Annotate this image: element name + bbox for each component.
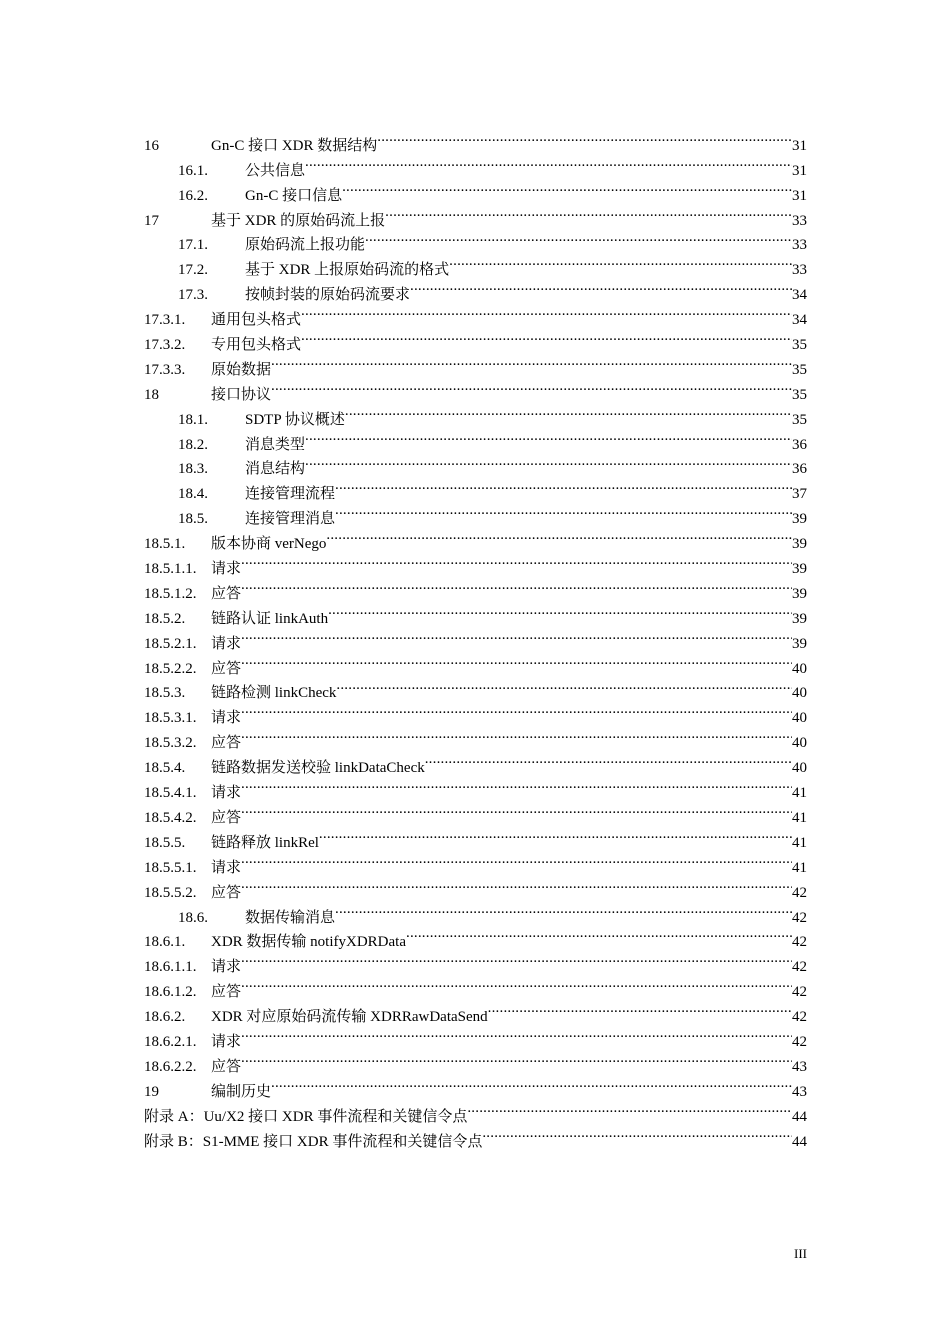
toc-entry-number: 18.5.1.	[144, 536, 186, 553]
toc-entry[interactable]	[144, 996, 807, 1026]
toc-entry-page: 40	[792, 710, 807, 727]
toc-entry[interactable]	[144, 598, 807, 627]
toc-entry-title: 原始数据	[211, 361, 272, 378]
toc-entry-title: 应答	[211, 984, 242, 1001]
toc-entry[interactable]	[144, 623, 807, 652]
toc-entry[interactable]	[144, 548, 807, 578]
toc-entry-page: 39	[792, 561, 807, 578]
toc-entry-title: 按帧封装的原始码流要求	[245, 287, 411, 304]
dot-leader	[241, 872, 792, 897]
toc-entry[interactable]	[144, 648, 807, 677]
dot-leader	[271, 1071, 792, 1096]
dot-leader	[301, 299, 792, 324]
toc-entry-page: 40	[792, 660, 807, 677]
toc-entry[interactable]	[144, 946, 807, 976]
dot-leader	[305, 150, 792, 175]
dot-leader	[241, 797, 792, 822]
toc-entry-page: 31	[792, 162, 807, 179]
toc-entry-title: 请求	[211, 1033, 242, 1050]
toc-entry-page: 42	[792, 959, 807, 976]
toc-entry[interactable]	[144, 872, 807, 901]
toc-entry-title: 请求	[211, 959, 242, 976]
toc-entry-title: 链路释放 linkRel	[211, 834, 319, 851]
toc-entry-number: 18.5.2.1.	[144, 635, 197, 652]
toc-entry-title: 通用包头格式	[211, 312, 302, 329]
toc-entry-page: 35	[792, 361, 807, 378]
toc-entry-number: 18.5.2.2.	[144, 660, 197, 677]
toc-entry-title: 编制历史	[211, 1083, 272, 1100]
dot-leader	[241, 722, 792, 747]
toc-entry-page: 40	[792, 685, 807, 702]
toc-entry-page: 42	[792, 934, 807, 951]
toc-entry-page: 39	[792, 610, 807, 627]
toc-entry-page: 39	[792, 635, 807, 652]
toc-entry-number: 18.5.5.1.	[144, 859, 197, 876]
toc-entry[interactable]	[144, 772, 807, 802]
toc-entry-number: 16	[144, 137, 159, 154]
toc-entry-number: 18.5.1.1.	[144, 561, 197, 578]
dot-leader	[241, 946, 792, 971]
dot-leader	[406, 922, 792, 947]
toc-entry-title: XDR 数据传输 notifyXDRData	[211, 934, 406, 951]
toc-entry-page: 41	[792, 834, 807, 851]
toc-entry-title: 专用包头格式	[211, 337, 302, 354]
toc-entry-title: 基于 XDR 上报原始码流的格式	[245, 262, 450, 279]
dot-leader	[271, 374, 792, 399]
toc-entry-title: 消息类型	[245, 436, 306, 453]
toc-entry-number: 18.5.3.	[144, 685, 186, 702]
toc-entry-page: 42	[792, 1033, 807, 1050]
toc-entry-title: 数据传输消息	[245, 909, 336, 926]
toc-entry-title: 公共信息	[245, 162, 306, 179]
toc-entry[interactable]	[144, 847, 807, 876]
toc-entry-title: 请求	[211, 785, 242, 802]
toc-entry-page: 31	[792, 187, 807, 204]
toc-entry-page: 42	[792, 984, 807, 1001]
toc-entry-title: 基于 XDR 的原始码流上报	[211, 212, 386, 229]
dot-leader	[335, 498, 792, 523]
toc-entry[interactable]	[144, 747, 807, 777]
dot-leader	[241, 772, 792, 797]
dot-leader	[425, 747, 792, 772]
toc-entry-page: 43	[792, 1083, 807, 1100]
toc-entry-page: 33	[792, 212, 807, 229]
dot-leader	[449, 249, 792, 274]
toc-entry-number: 18.5.1.2.	[144, 585, 197, 602]
dot-leader	[377, 125, 792, 150]
toc-entry-number: 18.5.3.2.	[144, 735, 197, 752]
toc-entry-page: 31	[792, 137, 807, 154]
toc-entry[interactable]	[144, 971, 807, 1001]
toc-entry-title: 应答	[211, 884, 242, 901]
toc-entry[interactable]	[144, 897, 807, 926]
toc-entry-title: Gn-C 接口信息	[245, 187, 343, 204]
toc-entry[interactable]	[144, 125, 807, 154]
toc-entry-number: 18.5.3.1.	[144, 710, 197, 727]
dot-leader	[488, 996, 792, 1021]
toc-entry[interactable]	[144, 1021, 807, 1050]
toc-entry-title: 附录 A：Uu/X2 接口 XDR 事件流程和关键信令点	[144, 1108, 468, 1125]
toc-entry-page: 41	[792, 859, 807, 876]
toc-entry-number: 18.5.2.	[144, 610, 186, 627]
toc-entry-page: 41	[792, 809, 807, 826]
toc-entry-page: 40	[792, 760, 807, 777]
dot-leader	[385, 200, 792, 225]
toc-entry-page: 37	[792, 486, 807, 503]
toc-entry[interactable]	[144, 573, 807, 602]
toc-entry-title: 应答	[211, 585, 242, 602]
toc-entry-title: 请求	[211, 859, 242, 876]
dot-leader	[305, 424, 792, 449]
dot-leader	[241, 623, 792, 648]
toc-entry-title: 链路认证 linkAuth	[211, 610, 329, 627]
toc-entry-title: 应答	[211, 660, 242, 677]
toc-entry-page: 35	[792, 386, 807, 403]
toc-entry-page: 33	[792, 262, 807, 279]
toc-entry-page: 39	[792, 511, 807, 528]
toc-entry-number: 18.2.	[178, 436, 208, 453]
toc-entry-title: SDTP 协议概述	[245, 411, 345, 428]
dot-leader	[319, 822, 792, 847]
dot-leader	[271, 349, 792, 374]
toc-entry-page: 44	[792, 1108, 807, 1125]
toc-entry-number: 17.3.3.	[144, 361, 186, 378]
toc-entry-number: 18.5.5.	[144, 834, 186, 851]
toc-entry-page: 39	[792, 585, 807, 602]
page-number: III	[794, 1246, 807, 1261]
dot-leader	[326, 523, 792, 548]
toc-entry[interactable]	[144, 673, 807, 702]
toc-entry-title: 连接管理流程	[245, 486, 336, 503]
toc-entry-number: 18.5.4.2.	[144, 809, 197, 826]
dot-leader	[301, 324, 792, 349]
toc-entry-number: 18.4.	[178, 486, 208, 503]
toc-entry-title: 原始码流上报功能	[245, 237, 366, 254]
toc-entry-number: 18.6.2.1.	[144, 1033, 197, 1050]
dot-leader	[342, 175, 792, 200]
toc-entry-number: 18.1.	[178, 411, 208, 428]
toc-entry-page: 36	[792, 436, 807, 453]
dot-leader	[241, 1021, 792, 1046]
toc-entry-number: 18.6.1.	[144, 934, 186, 951]
toc-entry-number: 18.5.4.1.	[144, 785, 197, 802]
dot-leader	[345, 399, 792, 424]
toc-entry-title: XDR 对应原始码流传输 XDRRawDataSend	[211, 1009, 488, 1026]
toc-entry-page: 40	[792, 735, 807, 752]
toc-entry-number: 18.6.2.	[144, 1009, 186, 1026]
toc-entry-title: 链路检测 linkCheck	[211, 685, 337, 702]
dot-leader	[328, 598, 792, 623]
dot-leader	[241, 648, 792, 673]
toc-entry-number: 17.2.	[178, 262, 208, 279]
toc-entry-page: 41	[792, 785, 807, 802]
toc-entry-title: 请求	[211, 561, 242, 578]
toc-entry[interactable]	[144, 1046, 807, 1075]
toc-entry-page: 44	[792, 1133, 807, 1150]
toc-entry-number: 17.3.2.	[144, 337, 186, 354]
dot-leader	[467, 1096, 792, 1121]
dot-leader	[241, 847, 792, 872]
toc-entry-number: 18	[144, 386, 159, 403]
dot-leader	[336, 673, 792, 698]
toc-entry-number: 18.6.	[178, 909, 208, 926]
dot-leader	[305, 449, 792, 474]
toc-entry-number: 17	[144, 212, 159, 229]
toc-entry-title: 应答	[211, 809, 242, 826]
dot-leader	[241, 1046, 792, 1071]
toc-entry[interactable]	[144, 822, 807, 851]
toc-entry-number: 17.1.	[178, 237, 208, 254]
toc-entry-title: 版本协商 verNego	[211, 536, 327, 553]
toc-entry-number: 16.2.	[178, 187, 208, 204]
dot-leader	[365, 225, 792, 250]
toc-entry-title: 链路数据发送校验 linkDataCheck	[211, 760, 425, 777]
toc-entry-number: 19	[144, 1083, 159, 1100]
toc-entry-title: 消息结构	[245, 461, 306, 478]
toc-entry-page: 35	[792, 411, 807, 428]
toc-entry[interactable]	[144, 722, 807, 752]
toc-entry-number: 18.3.	[178, 461, 208, 478]
dot-leader	[241, 697, 792, 722]
toc-entry-page: 35	[792, 337, 807, 354]
toc-entry-page: 42	[792, 909, 807, 926]
toc-entry-title: 连接管理消息	[245, 511, 336, 528]
toc-entry-number: 18.6.1.1.	[144, 959, 197, 976]
toc-entry[interactable]	[144, 697, 807, 727]
dot-leader	[241, 971, 792, 996]
toc-entry-number: 17.3.1.	[144, 312, 186, 329]
toc-entry-page: 42	[792, 1009, 807, 1026]
toc-entry-page: 33	[792, 237, 807, 254]
dot-leader	[410, 274, 792, 299]
toc-entry-number: 17.3.	[178, 287, 208, 304]
dot-leader	[335, 473, 792, 498]
toc-entry-title: 接口协议	[211, 386, 272, 403]
toc-entry-page: 42	[792, 884, 807, 901]
toc-entry-page: 34	[792, 312, 807, 329]
toc-entry-title: Gn-C 接口 XDR 数据结构	[211, 137, 378, 154]
dot-leader	[241, 573, 792, 598]
toc-entry-title: 应答	[211, 735, 242, 752]
toc-entry[interactable]	[144, 1071, 807, 1100]
toc-entry-number: 18.6.1.2.	[144, 984, 197, 1001]
toc-entry-number: 18.5.4.	[144, 760, 186, 777]
table-of-contents	[144, 125, 807, 1150]
toc-entry-number: 18.5.5.2.	[144, 884, 197, 901]
toc-entry-title: 附录 B：S1-MME 接口 XDR 事件流程和关键信令点	[144, 1133, 483, 1150]
toc-entry-page: 39	[792, 536, 807, 553]
toc-entry-number: 16.1.	[178, 162, 208, 179]
toc-entry-number: 18.6.2.2.	[144, 1058, 197, 1075]
toc-entry-page: 43	[792, 1058, 807, 1075]
toc-entry-title: 请求	[211, 710, 242, 727]
toc-entry-page: 34	[792, 287, 807, 304]
toc-entry[interactable]	[144, 797, 807, 826]
dot-leader	[335, 897, 792, 922]
toc-entry-page: 36	[792, 461, 807, 478]
toc-entry-number: 18.5.	[178, 511, 208, 528]
toc-entry-title: 请求	[211, 635, 242, 652]
dot-leader	[482, 1121, 792, 1146]
dot-leader	[241, 548, 792, 573]
toc-entry-title: 应答	[211, 1058, 242, 1075]
